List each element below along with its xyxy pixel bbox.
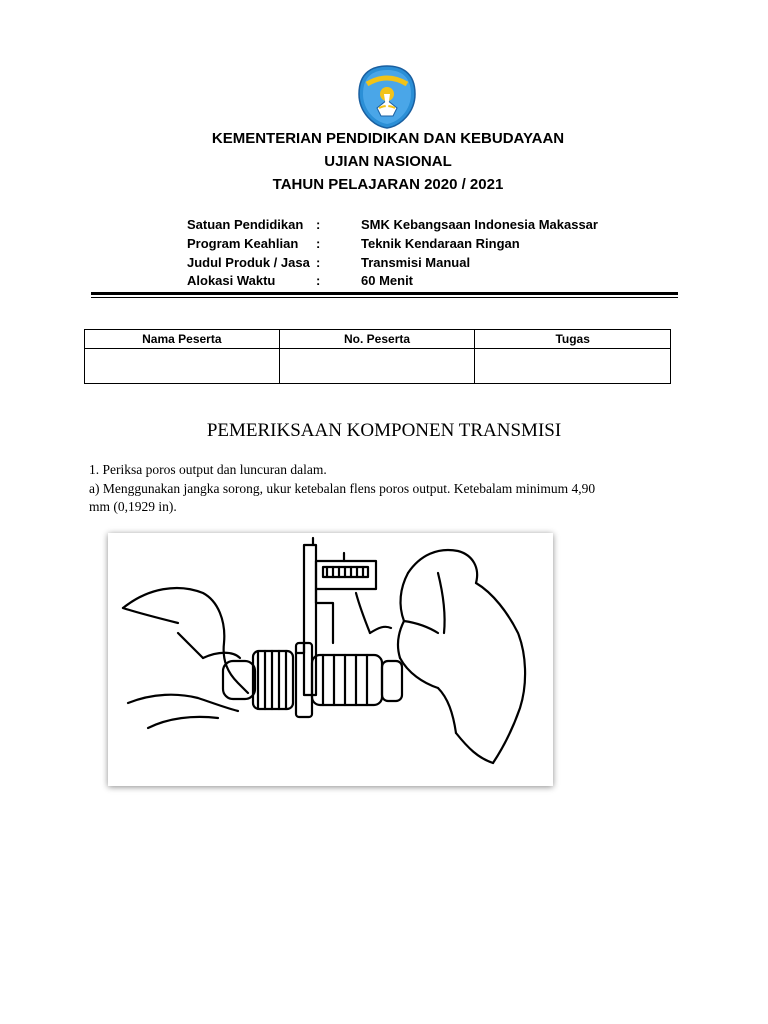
column-header-nama: Nama Peserta [85,330,280,349]
column-header-no: No. Peserta [279,330,475,349]
section-title: PEMERIKSAAN KOMPONEN TRANSMISI [206,420,562,441]
info-value: 60 Menit [361,273,414,288]
instruction-item-1: 1. Periksa poros output dan luncuran dalam. [89,462,327,477]
header-ministry: KEMENTERIAN PENDIDIKAN DAN KEBUDAYAAN [211,130,565,147]
info-value: SMK Kebangsaan Indonesia Makassar [361,217,598,232]
info-label: Judul Produk / Jasa [187,255,310,270]
info-colon: : [316,236,321,251]
info-label: Satuan Pendidikan [187,217,304,232]
info-colon: : [316,217,321,232]
header-divider-thick [91,292,678,295]
header-exam: UJIAN NASIONAL [324,153,452,170]
info-colon: : [316,255,321,270]
column-header-tugas: Tugas [475,330,671,349]
caliper-measuring-shaft-illustration [108,533,553,786]
info-label: Program Keahlian [187,236,299,251]
participant-table [84,329,671,384]
header-divider-thin [91,297,678,298]
table-row [85,349,671,384]
header-year: TAHUN PELAJARAN 2020 / 2021 [272,176,504,193]
cell-no-peserta[interactable] [279,349,475,384]
cell-tugas[interactable] [475,349,671,384]
instruction-item-1a-line1: a) Menggunakan jangka sorong, ukur ketebalan flens poros output. Ketebalam minimum 4,90 [89,481,596,496]
caliper-measurement-figure [108,533,553,786]
info-value: Transmisi Manual [361,255,471,270]
instruction-item-1a-line2: mm (0,1929 in). [89,499,177,514]
info-value: Teknik Kendaraan Ringan [361,236,520,251]
cell-nama-peserta[interactable] [85,349,280,384]
info-label: Alokasi Waktu [187,273,276,288]
info-colon: : [316,273,321,288]
tut-wuri-handayani-logo [355,64,419,130]
table-header-row [85,330,671,349]
